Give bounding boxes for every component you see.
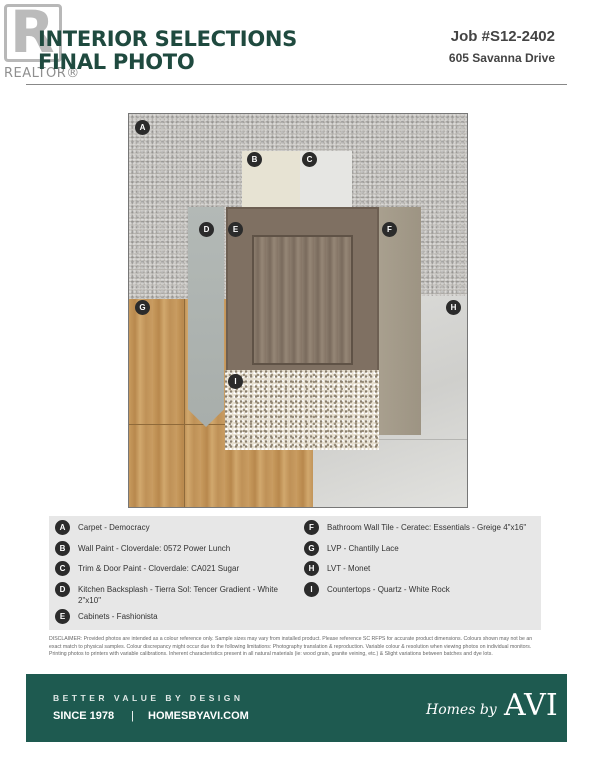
legend-item: [55, 520, 287, 535]
marker-d: D: [199, 222, 214, 237]
marker-g: G: [135, 300, 150, 315]
marker-a: A: [135, 120, 150, 135]
marker-e: E: [228, 222, 243, 237]
marker-f: F: [382, 222, 397, 237]
legend-marker: G: [304, 541, 319, 556]
legend-label: Bathroom Wall Tile - Ceratec: Essentials - Greige 4"x16": [327, 523, 527, 532]
legend-label: Cabinets - Fashionista: [78, 612, 158, 621]
marker-h: H: [446, 300, 461, 315]
title-line-2: FINAL PHOTO: [38, 50, 195, 74]
disclaimer-text: DISCLAIMER: Provided photos are intended as a colour reference only. Sample sizes may vary from installed product. Please reference SC RFPS for accurate product dimensions. Colours shown may not be an exact match to physical samples. Colour discrepancy might occur due to the following limitations: Photography translation & reproduction. Variable colour & resolution when viewing photos on individual monitors. Printing photos to printers with variable calibrations. Inherent characteristics present in all natural materials (ie: wood grain, granite veining, etc.) & Slight variations between batches and dye lots.: [49, 636, 533, 658]
legend-label: Wall Paint - Cloverdale: 0572 Power Lunch: [78, 544, 231, 553]
backsplash-tile-sample: [188, 207, 224, 427]
footer-separator: |: [131, 710, 134, 722]
legend-label: Trim & Door Paint - Cloverdale: CA021 Sugar: [78, 564, 240, 573]
legend-item: [304, 541, 539, 556]
realtor-logo-text: REALTOR®: [4, 66, 80, 81]
legend-label: Kitchen Backsplash - Tierra Sol: Tencer Gradient - White 2"x10": [78, 585, 278, 605]
title-line-1: INTERIOR SELECTIONS: [38, 27, 297, 51]
bathroom-wall-tile-sample: [377, 207, 421, 435]
footer-since: SINCE 1978: [53, 710, 115, 722]
legend-marker: E: [55, 609, 70, 624]
job-address: 605 Savanna Drive: [448, 51, 555, 65]
legend-marker: D: [55, 582, 70, 597]
legend-marker: F: [304, 520, 319, 535]
cabinet-door-sample: [226, 207, 379, 372]
legend-marker: A: [55, 520, 70, 535]
homes-by-avi-logo-script: Homes by: [426, 702, 497, 718]
legend-label: Carpet - Democracy: [78, 523, 150, 532]
legend-label: LVP - Chantilly Lace: [327, 544, 399, 553]
legend-label: Countertops - Quartz - White Rock: [327, 585, 450, 594]
marker-c: C: [302, 152, 317, 167]
header-divider: [26, 84, 567, 85]
legend-item: [55, 561, 287, 576]
legend-marker: C: [55, 561, 70, 576]
footer-tagline: BETTER VALUE BY DESIGN: [53, 693, 244, 703]
legend-item: [304, 561, 539, 576]
legend-item: [55, 609, 287, 624]
page-title: [38, 28, 297, 74]
cabinet-panel: [252, 235, 353, 365]
footer-banner: [26, 674, 567, 742]
job-number: Job #S12-2402: [450, 28, 555, 45]
countertop-sample: [225, 370, 379, 450]
realtor-logo-glyph: R: [10, 0, 55, 66]
legend-label: LVT - Monet: [327, 564, 371, 573]
material-board-photo: [128, 113, 468, 508]
legend-marker: I: [304, 582, 319, 597]
legend-item: [304, 520, 539, 535]
legend-item: [304, 582, 539, 597]
marker-i: I: [228, 374, 243, 389]
selections-legend: [49, 516, 541, 630]
legend-item: [55, 541, 287, 556]
legend-marker: B: [55, 541, 70, 556]
homes-by-avi-logo-brand: AVI: [504, 688, 558, 723]
lvp-seam: [184, 299, 185, 508]
legend-item: [55, 582, 287, 606]
job-info: [449, 28, 555, 67]
legend-marker: H: [304, 561, 319, 576]
footer-website-link[interactable]: HOMESBYAVI.COM: [148, 710, 249, 722]
marker-b: B: [247, 152, 262, 167]
